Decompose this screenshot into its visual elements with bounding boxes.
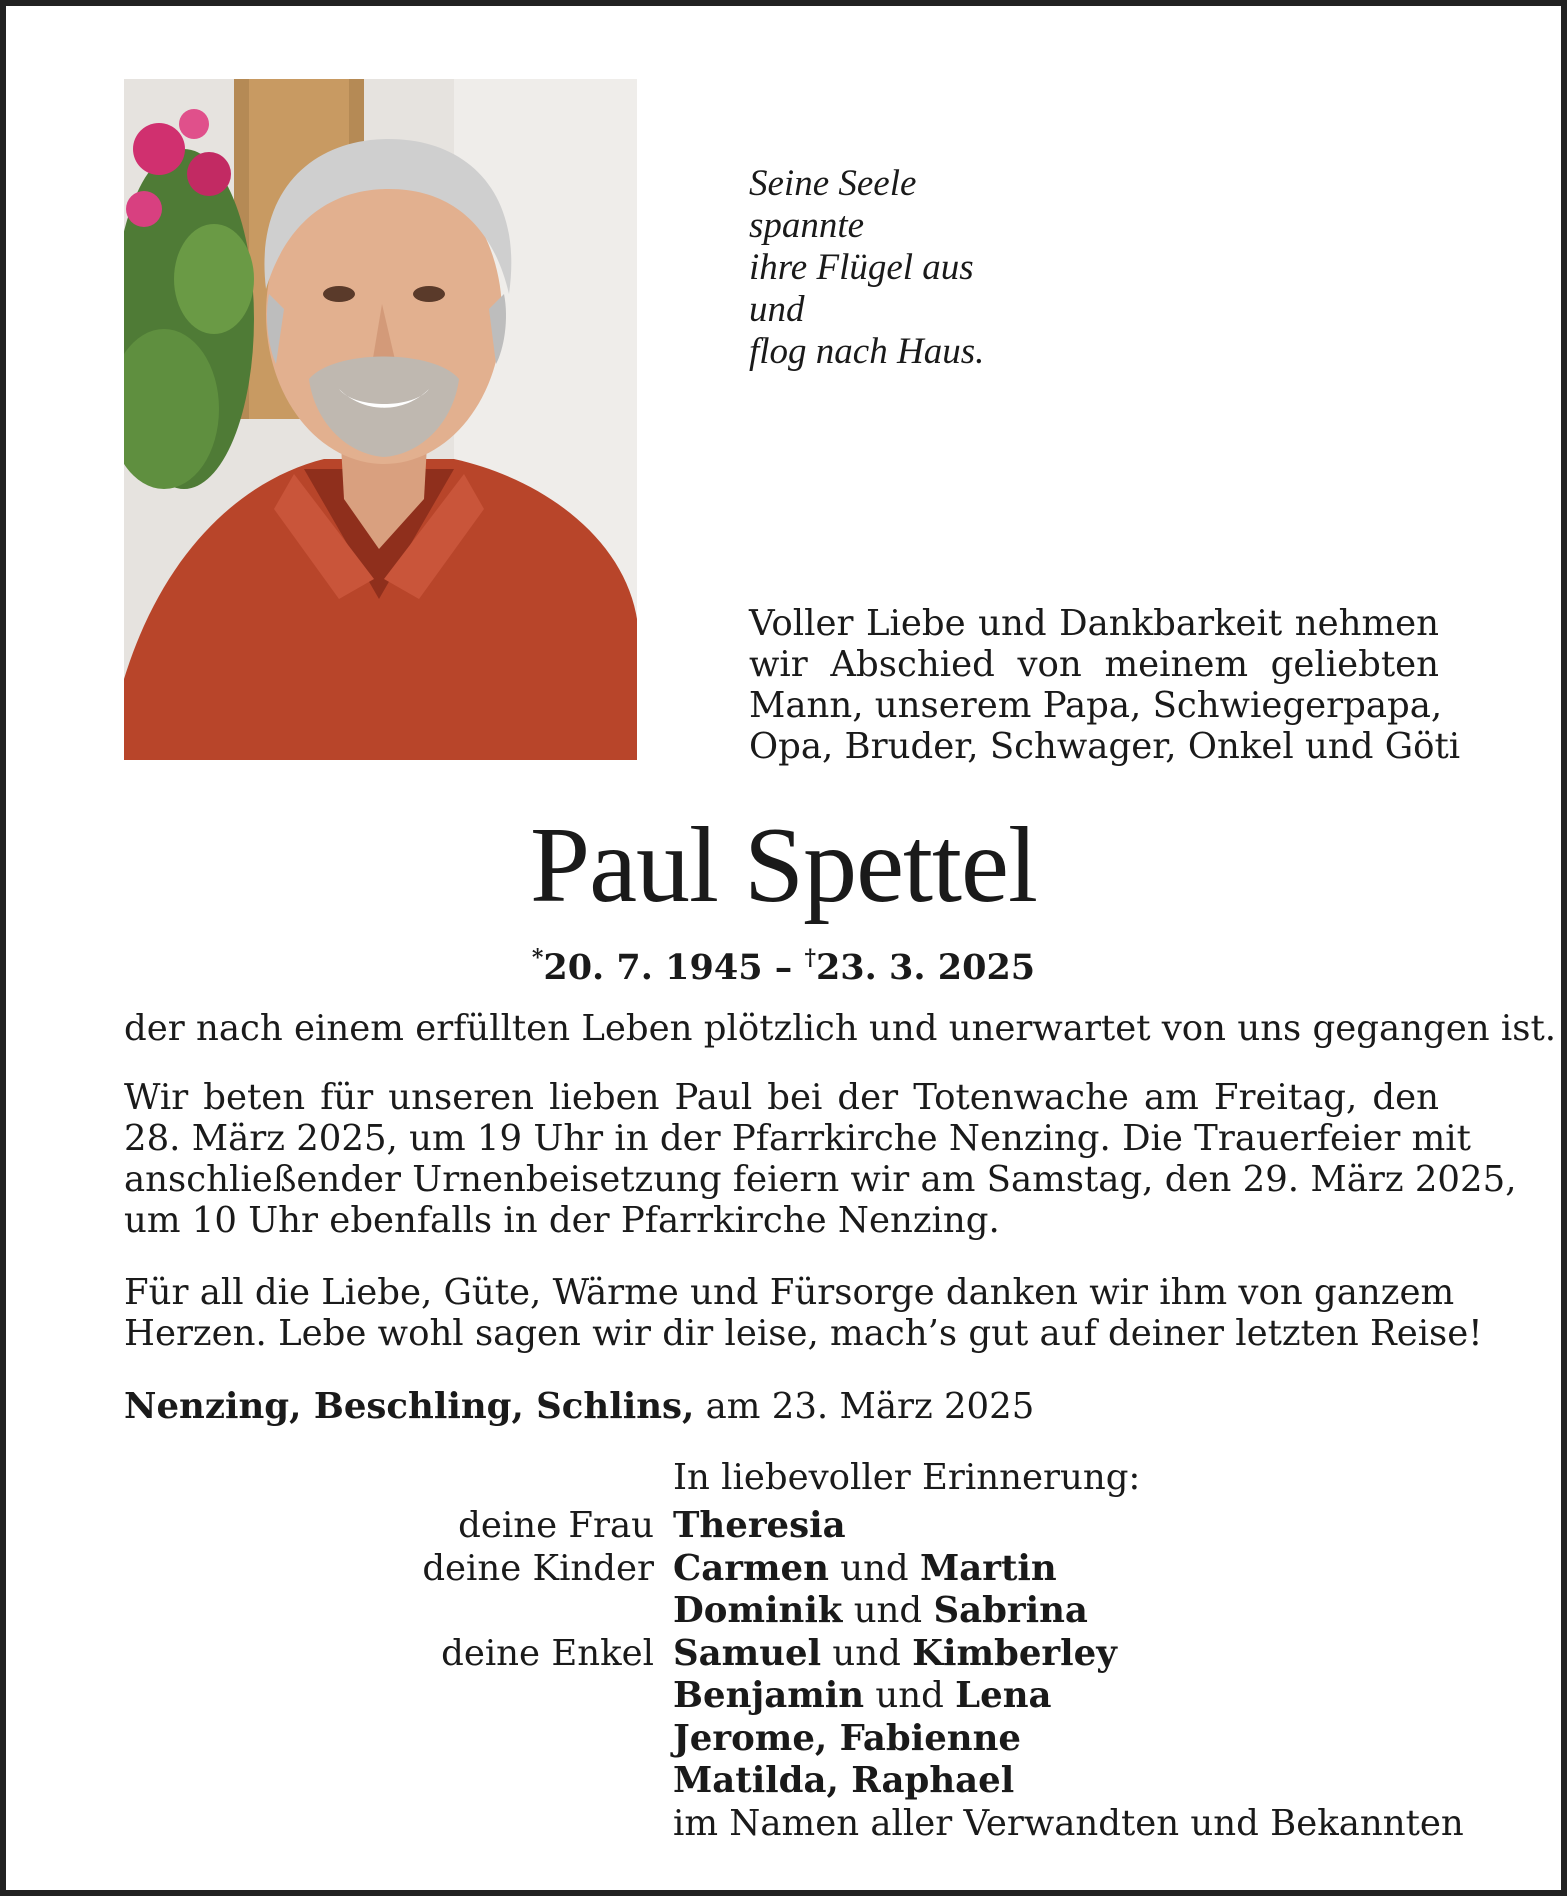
intro-line: Voller Liebe und Dankbarkeit nehmen	[749, 603, 1439, 644]
family-row	[0, 1548, 1567, 1591]
child-partner-name: Martin	[919, 1547, 1057, 1589]
paragraph-line: Für all die Liebe, Güte, Wärme und Fürsorge danken wir ihm von ganzem	[124, 1272, 1455, 1313]
poem-line: ihre Flügel aus	[749, 247, 974, 288]
date-dash: –	[762, 947, 805, 988]
birth-date: 20. 7. 1945	[543, 947, 763, 988]
children-label: deine Kinder	[422, 1547, 654, 1589]
family-row	[0, 1505, 1567, 1548]
paragraph-line: Wir beten für unseren lieben Paul bei der Totenwache am Freitag, den	[124, 1077, 1439, 1118]
paragraph-line: anschließender Urnenbeisetzung feiern wir am Samstag, den 29. März 2025,	[124, 1159, 1517, 1200]
grandchild-name: Samuel	[673, 1632, 822, 1674]
grandchild-names: Jerome, Fabienne	[673, 1717, 1021, 1759]
poem-line: Seine Seele	[749, 163, 917, 204]
intro-line: Opa, Bruder, Schwager, Onkel und Göti	[749, 726, 1461, 767]
family-row	[0, 1760, 1567, 1803]
child-name: Dominik	[673, 1590, 843, 1631]
and-word: und	[821, 1632, 913, 1674]
portrait-photo	[124, 79, 637, 760]
poem	[749, 163, 984, 373]
paragraph-line: 28. März 2025, um 19 Uhr in der Pfarrkirche Nenzing. Die Trauerfeier mit	[124, 1118, 1471, 1159]
place-date: am 23. März 2025	[694, 1386, 1035, 1427]
place-towns: Nenzing, Beschling, Schlins,	[124, 1386, 695, 1427]
grandchild-name: Benjamin	[673, 1675, 865, 1716]
intro-line: wir Abschied von meinem geliebten	[749, 644, 1439, 685]
paragraph-3	[124, 1272, 1483, 1354]
child-partner-name: Sabrina	[933, 1590, 1088, 1631]
family-row	[0, 1633, 1567, 1676]
death-date: 23. 3. 2025	[815, 947, 1036, 988]
death-symbol: †	[804, 945, 816, 971]
paragraph-line: der nach einem erfüllten Leben plötzlich und unerwartet von uns gegangen ist.	[124, 1008, 1557, 1049]
wife-label: deine Frau	[458, 1505, 654, 1546]
and-word: und	[842, 1590, 934, 1631]
family-row	[0, 1590, 1567, 1633]
birth-symbol: *	[531, 945, 544, 971]
family-list	[0, 1505, 1567, 1803]
paragraph-1	[124, 1008, 1557, 1049]
poem-line: und	[749, 289, 805, 330]
wife-name: Theresia	[673, 1505, 846, 1546]
grandchild-names: Matilda, Raphael	[673, 1760, 1015, 1801]
grandchildren-label: deine Enkel	[441, 1632, 654, 1674]
life-dates	[0, 936, 1567, 990]
paragraph-line: um 10 Uhr ebenfalls in der Pfarrkirche Nenzing.	[124, 1200, 1000, 1241]
intro-line: Mann, unserem Papa, Schwiegerpapa,	[749, 685, 1443, 726]
grandchild-partner-name: Lena	[955, 1675, 1052, 1716]
grandchild-partner-name: Kimberley	[912, 1632, 1117, 1674]
child-name: Carmen	[673, 1547, 829, 1589]
memory-heading: In liebevoller Erinnerung:	[673, 1457, 1141, 1498]
paragraph-2	[124, 1077, 1517, 1241]
closing-line: im Namen aller Verwandten und Bekannten	[673, 1803, 1464, 1844]
paragraph-line: Herzen. Lebe wohl sagen wir dir leise, mach’s gut auf deiner letzten Reise!	[124, 1313, 1483, 1354]
poem-line: flog nach Haus.	[749, 331, 985, 372]
intro-text	[749, 603, 1461, 767]
deceased-name: Paul Spettel	[530, 806, 1037, 925]
family-row	[0, 1718, 1567, 1761]
poem-line: spannte	[749, 205, 865, 246]
and-word: und	[864, 1675, 956, 1716]
and-word: und	[828, 1547, 920, 1589]
family-row	[0, 1675, 1567, 1718]
place-and-date	[124, 1386, 1034, 1427]
